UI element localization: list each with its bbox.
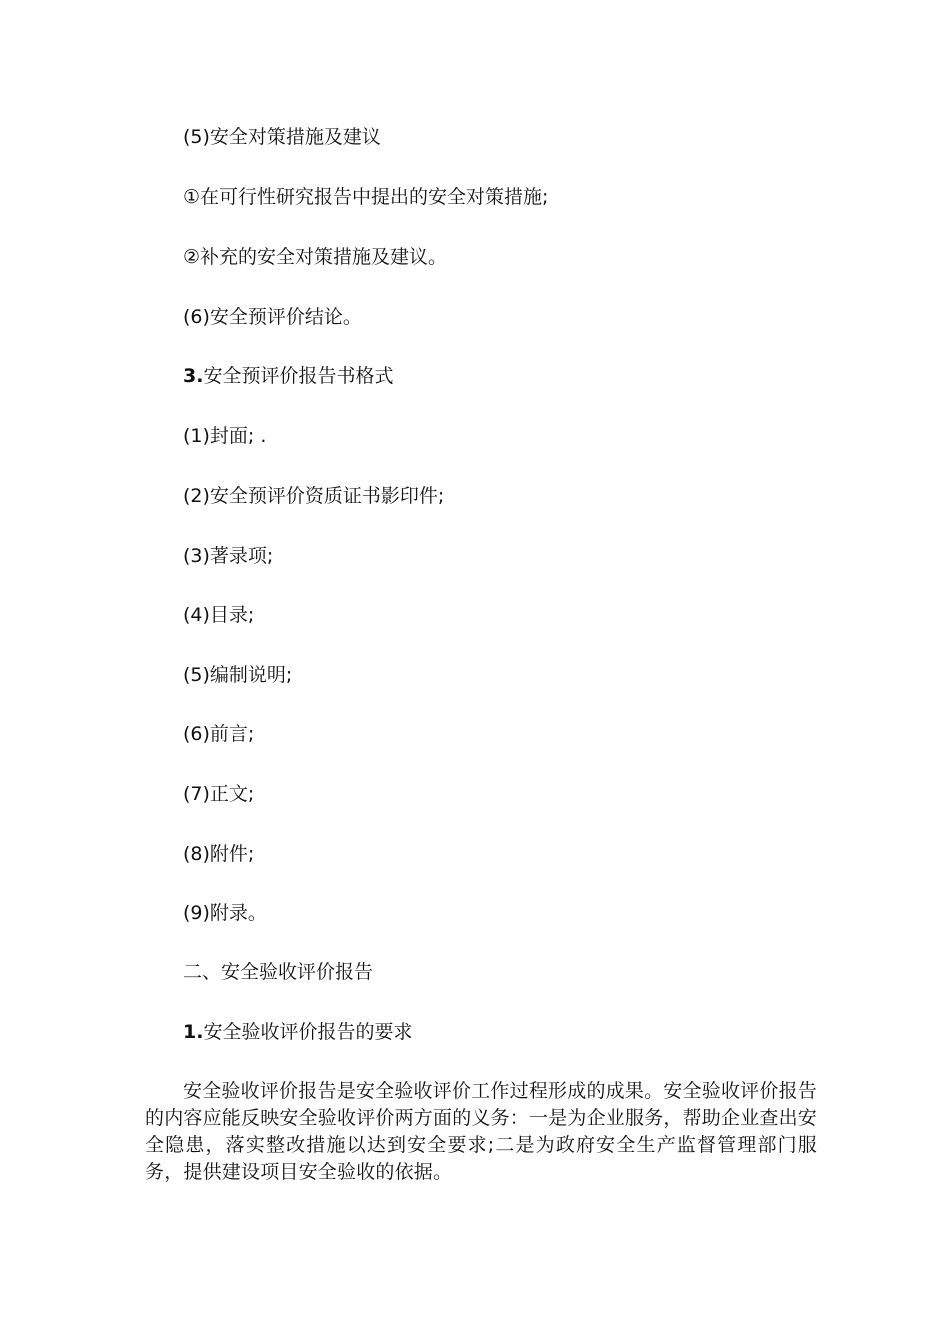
section-3-number: 3.: [183, 365, 204, 387]
section-1-heading: [183, 1020, 412, 1044]
format-item-main-text: (7)正文;: [183, 783, 255, 805]
format-item-bibliographic: (3)著录项;: [183, 545, 274, 567]
item-feasibility-measures: ①在可行性研究报告中提出的安全对策措施;: [183, 186, 549, 208]
format-item-attachments: (8)附件;: [183, 843, 255, 865]
section-1-title: 安全验收评价报告的要求: [203, 1021, 413, 1043]
section-3-heading: [183, 364, 393, 388]
chapter-2-heading: 二、安全验收评价报告: [183, 961, 374, 983]
body-paragraph: 安全验收评价报告是安全验收评价工作过程形成的成果。安全验收评价报告的内容应能反映安全验收评价两方面的义务：一是为企业服务，帮助企业查出安全隐患，落实整改措施以达到安全要求;二是为政府安全生产监督管理部门服务，提供建设项目安全验收的依据。: [145, 1080, 818, 1183]
item-safety-measures: (5)安全对策措施及建议: [183, 126, 381, 148]
format-item-contents: (4)目录;: [183, 604, 255, 626]
format-item-preparation-notes: (5)编制说明;: [183, 664, 293, 686]
format-item-appendix: (9)附录。: [183, 902, 267, 924]
format-item-preface: (6)前言;: [183, 723, 255, 745]
section-3-title: 安全预评价报告书格式: [203, 365, 394, 387]
section-1-number: 1.: [183, 1021, 204, 1043]
format-item-certificate: (2)安全预评价资质证书影印件;: [183, 485, 445, 507]
item-conclusion: (6)安全预评价结论。: [183, 306, 362, 328]
item-supplementary-measures: ②补充的安全对策措施及建议。: [183, 246, 448, 268]
format-item-cover: (1)封面; .: [183, 425, 267, 447]
